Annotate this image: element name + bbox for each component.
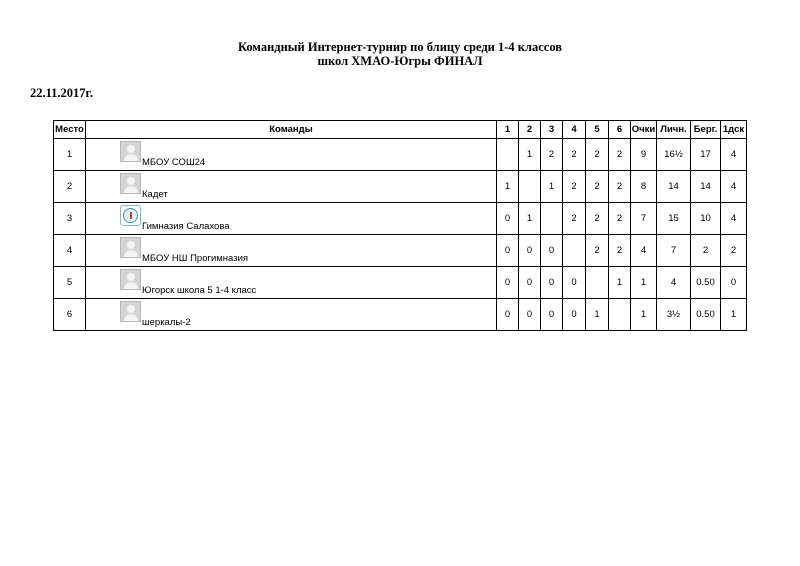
berger-cell: 10 — [691, 203, 721, 235]
user-avatar-icon — [120, 269, 141, 290]
points-cell: 8 — [631, 171, 657, 203]
personal-cell: 16½ — [657, 139, 691, 171]
round-2-cell: 1 — [519, 139, 541, 171]
round-6-cell: 2 — [609, 235, 631, 267]
berger-cell: 17 — [691, 139, 721, 171]
col-header-first-board: 1дск — [721, 121, 747, 139]
personal-cell: 15 — [657, 203, 691, 235]
personal-cell: 3½ — [657, 299, 691, 331]
table-row — [54, 139, 747, 171]
col-header-round-4: 4 — [563, 121, 586, 139]
col-header-round-1: 1 — [497, 121, 519, 139]
team-name[interactable]: МБОУ СОШ24 — [142, 157, 206, 168]
round-5-cell: 2 — [586, 139, 609, 171]
standings-table — [53, 120, 747, 331]
team-cell — [86, 267, 497, 299]
round-4-cell — [563, 235, 586, 267]
points-cell: 1 — [631, 267, 657, 299]
round-6-cell: 2 — [609, 171, 631, 203]
place-cell: 1 — [54, 139, 86, 171]
points-cell: 4 — [631, 235, 657, 267]
round-2-cell: 0 — [519, 267, 541, 299]
round-3-cell: 0 — [541, 299, 563, 331]
table-header-row — [54, 121, 747, 139]
round-4-cell: 0 — [563, 299, 586, 331]
round-4-cell: 2 — [563, 171, 586, 203]
personal-cell: 7 — [657, 235, 691, 267]
table-row — [54, 235, 747, 267]
round-3-cell: 0 — [541, 235, 563, 267]
first-board-cell: 0 — [721, 267, 747, 299]
school-logo-icon — [120, 205, 141, 226]
table-row — [54, 171, 747, 203]
user-avatar-icon — [120, 173, 141, 194]
place-cell: 2 — [54, 171, 86, 203]
round-3-cell: 2 — [541, 139, 563, 171]
berger-cell: 0.50 — [691, 267, 721, 299]
round-5-cell — [586, 267, 609, 299]
round-6-cell: 1 — [609, 267, 631, 299]
round-6-cell — [609, 299, 631, 331]
berger-cell: 2 — [691, 235, 721, 267]
points-cell: 7 — [631, 203, 657, 235]
team-name[interactable]: МБОУ НШ Прогимназия — [142, 253, 249, 264]
col-header-round-6: 6 — [609, 121, 631, 139]
team-name[interactable]: Кадет — [142, 189, 168, 200]
personal-cell: 4 — [657, 267, 691, 299]
col-header-round-3: 3 — [541, 121, 563, 139]
round-3-cell: 0 — [541, 267, 563, 299]
place-cell: 6 — [54, 299, 86, 331]
round-5-cell: 1 — [586, 299, 609, 331]
first-board-cell: 4 — [721, 203, 747, 235]
first-board-cell: 2 — [721, 235, 747, 267]
table-row — [54, 203, 747, 235]
col-header-teams: Команды — [86, 121, 497, 139]
round-3-cell — [541, 203, 563, 235]
round-4-cell: 2 — [563, 139, 586, 171]
place-cell: 5 — [54, 267, 86, 299]
col-header-berger: Берг. — [691, 121, 721, 139]
round-5-cell: 2 — [586, 171, 609, 203]
team-name[interactable]: Югорск школа 5 1-4 класс — [142, 285, 257, 296]
first-board-cell: 1 — [721, 299, 747, 331]
col-header-points: Очки — [631, 121, 657, 139]
round-1-cell: 0 — [497, 299, 519, 331]
col-header-personal: Личн. — [657, 121, 691, 139]
place-cell: 4 — [54, 235, 86, 267]
round-1-cell — [497, 139, 519, 171]
round-2-cell: 0 — [519, 299, 541, 331]
first-board-cell: 4 — [721, 171, 747, 203]
team-cell — [86, 299, 497, 331]
col-header-round-5: 5 — [586, 121, 609, 139]
title-line-1: Командный Интернет-турнир по блицу среди 1-4 классов — [237, 40, 563, 54]
user-avatar-icon — [120, 301, 141, 322]
table-row — [54, 299, 747, 331]
team-cell — [86, 235, 497, 267]
team-cell — [86, 139, 497, 171]
points-cell: 1 — [631, 299, 657, 331]
user-avatar-icon — [120, 141, 141, 162]
user-avatar-icon — [120, 237, 141, 258]
round-1-cell: 0 — [497, 267, 519, 299]
round-4-cell: 2 — [563, 203, 586, 235]
round-5-cell: 2 — [586, 203, 609, 235]
round-6-cell: 2 — [609, 139, 631, 171]
berger-cell: 14 — [691, 171, 721, 203]
col-header-round-2: 2 — [519, 121, 541, 139]
round-2-cell — [519, 171, 541, 203]
team-name[interactable]: шеркалы-2 — [142, 317, 191, 328]
round-4-cell: 0 — [563, 267, 586, 299]
place-cell: 3 — [54, 203, 86, 235]
title-line-2: школ ХМАО-Югры ФИНАЛ — [317, 54, 483, 68]
team-name[interactable]: Гимназия Салахова — [142, 221, 230, 232]
round-1-cell: 0 — [497, 203, 519, 235]
round-2-cell: 0 — [519, 235, 541, 267]
col-header-place: Место — [54, 121, 86, 139]
first-board-cell: 4 — [721, 139, 747, 171]
team-cell — [86, 203, 497, 235]
points-cell: 9 — [631, 139, 657, 171]
round-1-cell: 1 — [497, 171, 519, 203]
round-6-cell: 2 — [609, 203, 631, 235]
page-title — [0, 40, 800, 68]
personal-cell: 14 — [657, 171, 691, 203]
team-cell — [86, 171, 497, 203]
round-3-cell: 1 — [541, 171, 563, 203]
round-5-cell: 2 — [586, 235, 609, 267]
berger-cell: 0.50 — [691, 299, 721, 331]
round-2-cell: 1 — [519, 203, 541, 235]
tournament-date: 22.11.2017г. — [30, 86, 93, 100]
round-1-cell: 0 — [497, 235, 519, 267]
table-row — [54, 267, 747, 299]
